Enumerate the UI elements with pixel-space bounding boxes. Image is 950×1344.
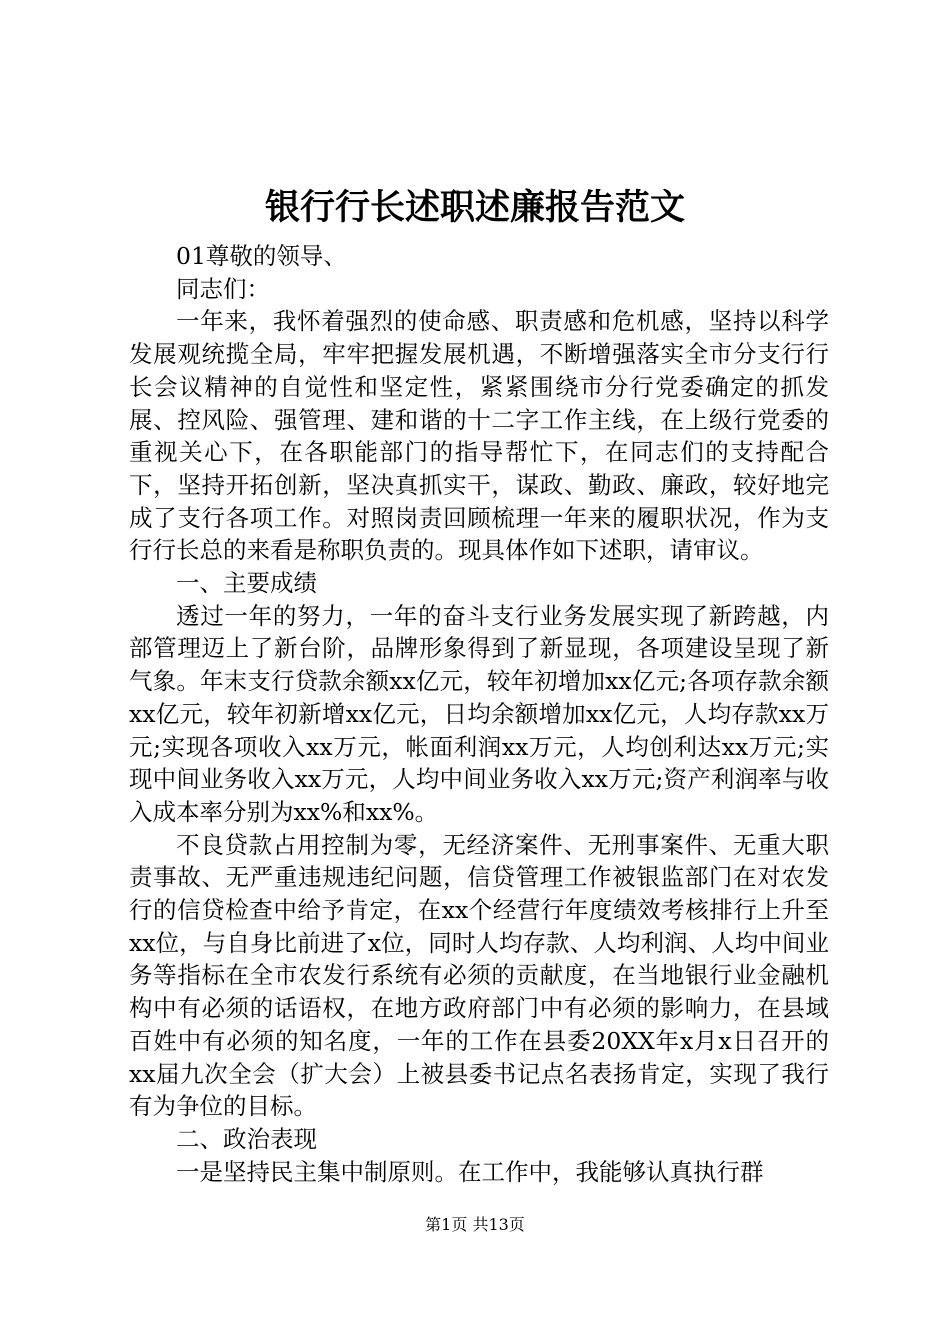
paragraph: 一年来，我怀着强烈的使命感、职责感和危机感，坚持以科学发展观统揽全局，牢牢把握发展机遇，不断增强落实全市分支行行长会议精神的自觉性和坚定性，紧紧围绕市分行党委确定的抓发展、控风险、强管理、建和谐的十二字工作主线，在上级行党委的重视关心下，在各职能部门的指导帮忙下，在同志们的支持配合下，坚持开拓创新，坚决真抓实干，谋政、勤政、廉政，较好地完成了支行各项工作。对照岗责回顾梳理一年来的履职状况，作为支行行长总的来看是称职负责的。现具体作如下述职，请审议。: [129, 307, 829, 565]
paragraph: 一是坚持民主集中制原则。在工作中，我能够认真执行群: [176, 1157, 764, 1186]
document-body: [129, 240, 829, 1188]
paragraph: 同志们：: [176, 274, 270, 303]
section-heading: 二、政治表现: [176, 1124, 317, 1153]
paragraph: 不良贷款占用控制为零，无经济案件、无刑事案件、无重大职责事故、无严重违规违纪问题，信贷管理工作被银监部门在对农发行的信贷检查中给予肯定，在xx个经营行年度绩效考核排行上升至xx位，与自身比前进了x位，同时人均存款、人均利润、人均中间业务等指标在全市农发行系统有必须的贡献度，在当地银行业金融机构中有必须的话语权，在地方政府部门中有必须的影响力，在县域百姓中有必须的知名度，一年的工作在县委20XX年x月x日召开的xx届九次全会（扩大会）上被县委书记点名表扬肯定，实现了我行有为争位的目标。: [129, 830, 829, 1121]
page-footer: 第1页 共13页: [425, 1215, 525, 1234]
paragraph: 透过一年的努力，一年的奋斗支行业务发展实现了新跨越，内部管理迈上了新台阶，品牌形象得到了新显现，各项建设呈现了新气象。年末支行贷款余额xx亿元，较年初增加xx亿元;各项存款余额xx亿元，较年初新增xx亿元，日均余额增加xx亿元，人均存款xx万元;实现各项收入xx万元，帐面利润xx万元，人均创利达xx万元;实现中间业务收入xx万元，人均中间业务收入xx万元;资产利润率与收入成本率分别为xx%和xx%。: [129, 601, 829, 826]
section-heading: 一、主要成绩: [176, 569, 317, 598]
paragraph: 01尊敬的领导、: [176, 242, 347, 270]
document-title: 银行行长述职述廉报告范文: [264, 187, 685, 228]
